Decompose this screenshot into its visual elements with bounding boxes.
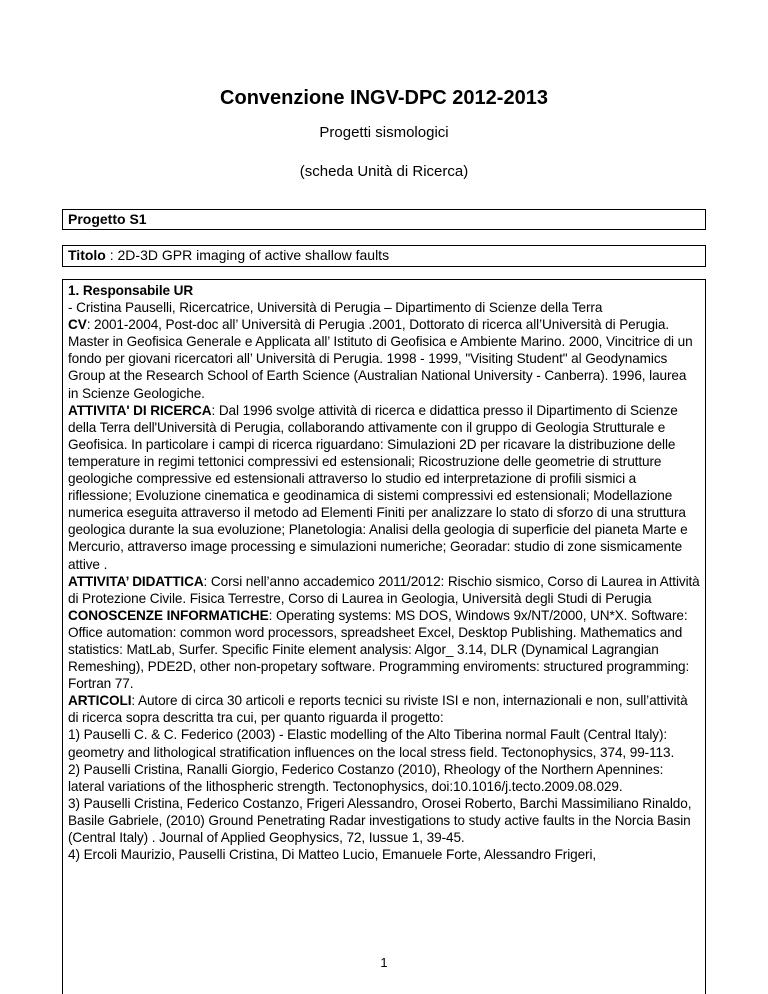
article-item: 2) Pauselli Cristina, Ranalli Giorgio, Federico Costanzo (2010), Rheology of the Northern Apennines: lateral variations of the lithospheric strength. Tectonophysics, doi:10.1016/j.tecto.2009.08.029. [68,761,664,794]
titolo-label: Titolo [68,247,106,263]
article-item: 3) Pauselli Cristina, Federico Costanzo, Frigeri Alessandro, Orosei Roberto, Barchi Massimiliano Rinaldo, Basile Gabriele, (2010) Ground Penetrating Radar investigations to study active faults in the Norcia Basin (Central Italy) . Journal of Applied Geophysics, 72, Iussue 1, 39-45. [68,795,692,845]
project-label: Progetto S1 [68,211,147,227]
ricerca-label: ATTIVITA' DI RICERCA [68,402,212,418]
articoli-text: : Autore di circa 30 articoli e reports tecnici su riviste ISI e non, internazionali e non, sull’attività di ricerca sopra descritta tra cui, per quanto riguarda il progetto: [68,693,688,726]
informatiche-paragraph [68,607,700,692]
responsabile-name-line: - Cristina Pauselli, Ricercatrice, Università di Perugia – Dipartimento di Scienze della Terra [68,300,603,316]
responsabile-content [68,282,700,863]
articoli-paragraph [68,692,700,726]
informatiche-text: : Operating systems: MS DOS, Windows 9x/NT/2000, UN*X. Software: Office automation: common word processors, spreadsheet Excel, Desktop Publishing. Mathematics and statistics: MatLab, Surfer. Specific Finite element analysis: Algor_ 3.14, DLR (Dynamical Lagrangian Remeshing), PDE2D, other non-propetary software. Programming enviroments: structured programming: Fortran 77. [68,607,690,692]
cv-label: CV [68,317,87,333]
titolo-box [62,245,706,267]
cv-text: : 2001-2004, Post-doc all’ Università di Perugia .2001, Dottorato di ricerca all’Università di Perugia. Master in Geofisica Generale e Applicata all’ Istituto di Geofisica e Ambiente Marino. 2000, Vincitrice di un fondo per giovani ricercatori all’ Università di Perugia. 1998 - 1999, "Visiting Student" al Geodynamics Group at the Research School of Earth Science (Australian National University - Canberra). 1996, laurea in Scienze Geologiche. [68,317,693,401]
project-box [62,209,706,230]
document-title: Convenzione INGV-DPC 2012-2013 [220,87,548,109]
didattica-label: ATTIVITA’ DIDATTICA [68,573,204,589]
titolo-value: : 2D-3D GPR imaging of active shallow faults [105,247,390,263]
didattica-paragraph [68,573,700,607]
document-subtitle: Progetti sismologici [319,124,449,141]
ricerca-text: : Dal 1996 svolge attività di ricerca e didattica presso il Dipartimento di Scienze della Terra dell'Università di Perugia, collaborando attivamente con il gruppo di Geologia Strutturale e Geofisica. In particolare i campi di ricerca riguardano: Simulazioni 2D per ricavare la distribuzione delle temperature in regimi tettonici compressivi ed estensionali; Ricostruzione delle geometrie di strutture geologiche compressive ed estensionali attraverso lo studio ed interpretazione di profili sismici a riflessione; Evoluzione cinematica e geodinamica di sistemi compressivi ed estensionali; Modellazione numerica eseguita attraverso il metodo ad Elementi Finiti per analizzare lo stato di sforzo di una struttura geologica durante la sua evoluzione; Planetologia: Analisi della geologia di superficie del pianeta Marte e Mercurio, attraverso image processing e simulazioni numeriche; Georadar: studio di zone sismicamente attive . [68,402,688,572]
didattica-text: : Corsi nell’anno accademico 2011/2012: Rischio sismico, Corso di Laurea in Attività di Protezione Civile. Fisica Terrestre, Corso di Laurea in Geologia, Università degli Studi di Perugia [68,573,700,606]
articoli-label: ARTICOLI [68,693,132,709]
cv-paragraph [68,316,700,401]
page-number: 1 [380,955,388,970]
responsabile-heading: 1. Responsabile UR [68,283,194,298]
article-item: 1) Pauselli C. & C. Federico (2003) - Elastic modelling of the Alto Tiberina normal Fault (Central Italy): geometry and lithological stratification influences on the local stress field. Tectonophysics, 374, 99-113. [68,727,675,760]
article-item: 4) Ercoli Maurizio, Pauselli Cristina, Di Matteo Lucio, Emanuele Forte, Alessandro Frigeri, [68,847,597,863]
ricerca-paragraph [68,402,700,573]
informatiche-label: CONOSCENZE INFORMATICHE [68,607,269,623]
document-subtitle-scheda: (scheda Unità di Ricerca) [299,163,469,180]
responsabile-box [62,279,706,994]
